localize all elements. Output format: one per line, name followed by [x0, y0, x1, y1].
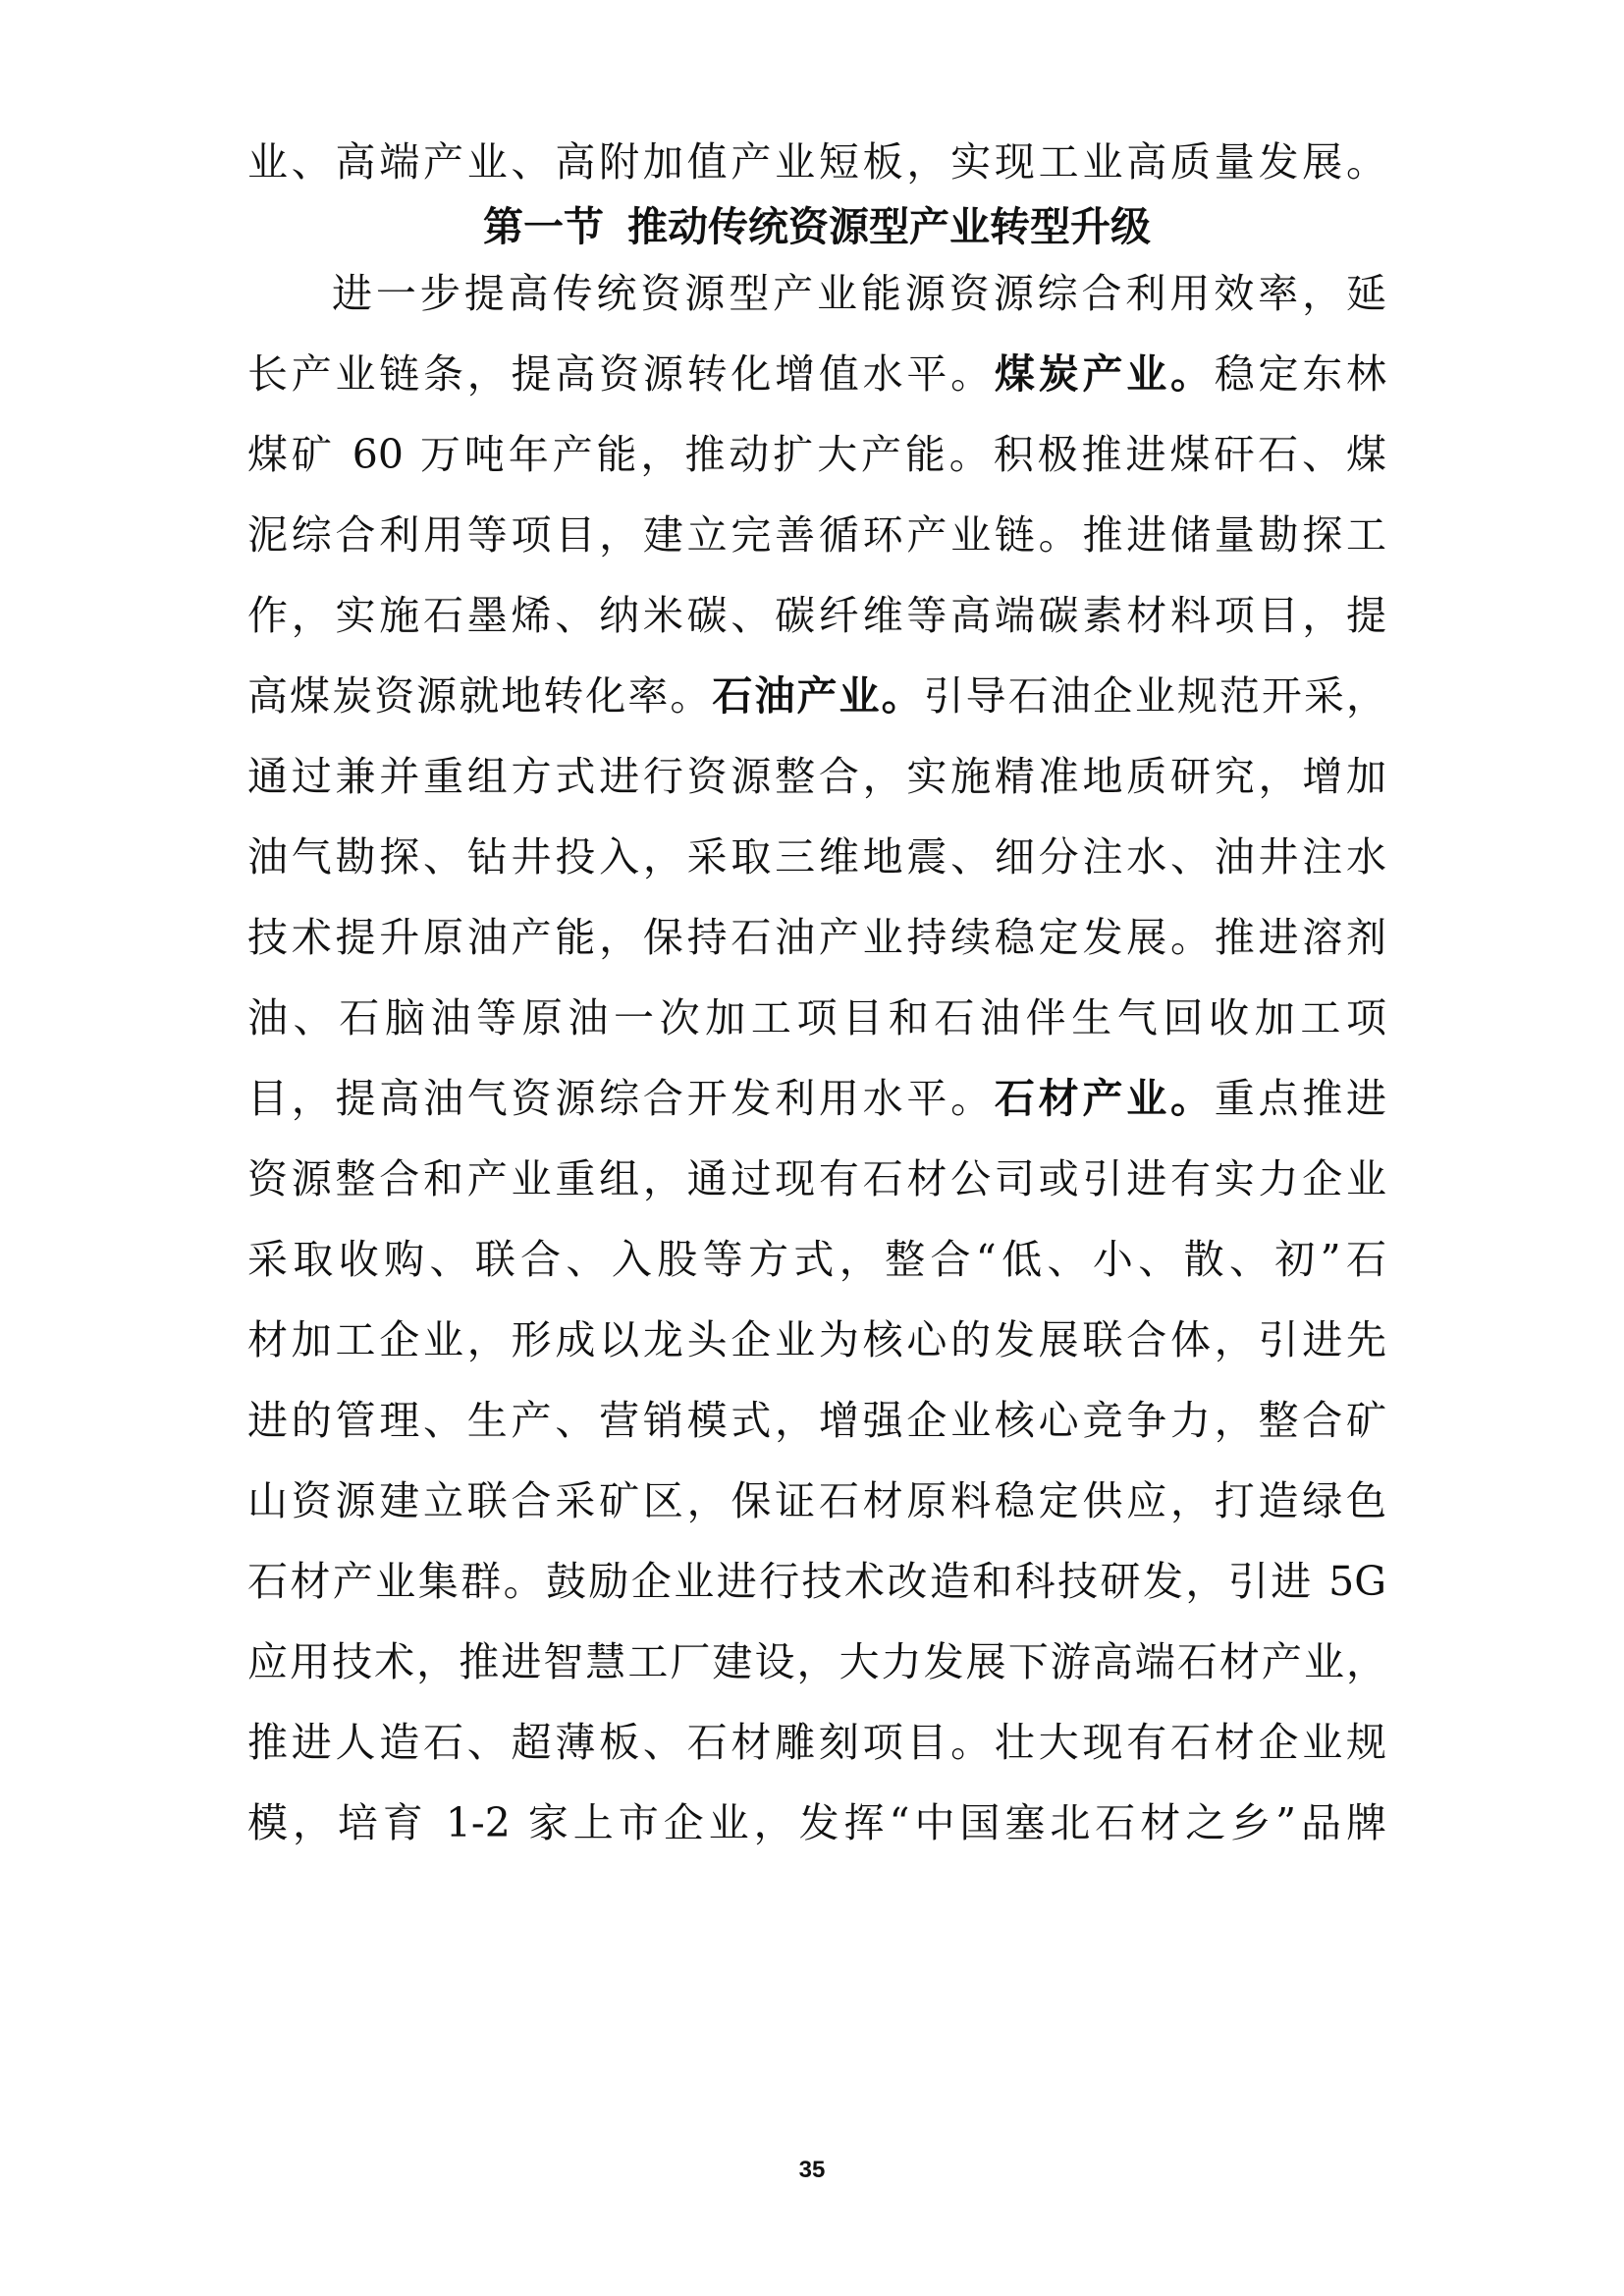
text-run: 稳定东林: [1214, 350, 1387, 398]
paragraph-line: [247, 662, 1386, 730]
paragraph-line: 泥综合利用等项目，建立完善循环产业链。推进储量勘探工: [247, 511, 1386, 559]
text-run: 目，提高油气资源综合开发利用水平。: [247, 1075, 995, 1122]
paragraph-line: 石材产业集群。鼓励企业进行技术改造和科技研发，引进 5G: [247, 1558, 1386, 1605]
text-run: 重点推进: [1214, 1075, 1387, 1122]
paragraph-line: 应用技术，推进智慧工厂建设，大力发展下游高端石材产业，: [247, 1638, 1386, 1685]
paragraph-line: 材加工企业，形成以龙头企业为核心的发展联合体，引进先: [247, 1316, 1386, 1363]
paragraph-line: 作，实施石墨烯、纳米碳、碳纤维等高端碳素材料项目，提: [247, 592, 1386, 639]
paragraph-line: 油气勘探、钻井投入，采取三维地震、细分注水、油井注水: [247, 833, 1386, 881]
keyword-coal-industry: 煤炭产业。: [994, 350, 1215, 398]
keyword-stone-industry: 石材产业。: [994, 1075, 1215, 1122]
paragraph-line: 采取收购、联合、入股等方式，整合“低、小、散、初”石: [247, 1236, 1386, 1283]
section-number: 第一节: [483, 203, 604, 250]
paragraph-line: 进的管理、生产、营销模式，增强企业核心竞争力，整合矿: [247, 1397, 1386, 1444]
paragraph-line: 油、石脑油等原油一次加工项目和石油伴生气回收加工项: [247, 994, 1386, 1041]
paragraph-line: 煤矿 60 万吨年产能，推动扩大产能。积极推进煤矸石、煤: [247, 431, 1386, 478]
section-heading: [247, 192, 1386, 261]
paragraph-line: 进一步提高传统资源型产业能源资源综合利用效率，延: [332, 270, 1386, 317]
text-run: 长产业链条，提高资源转化增值水平。: [247, 350, 995, 398]
paragraph-line: [247, 1064, 1386, 1133]
paragraph-line: 山资源建立联合采矿区，保证石材原料稳定供应，打造绿色: [247, 1477, 1386, 1524]
text-run: 高煤炭资源就地转化率。: [247, 672, 713, 720]
paragraph-line: 技术提升原油产能，保持石油产业持续稳定发展。推进溶剂: [247, 914, 1386, 961]
paragraph-line: 通过兼并重组方式进行资源整合，实施精准地质研究，增加: [247, 753, 1386, 800]
paragraph-line: [247, 340, 1386, 408]
page-number: 35: [798, 2157, 826, 2183]
text-run: 引导石油企业规范开采，: [923, 672, 1387, 720]
paragraph-line: 业、高端产业、高附加值产业短板，实现工业高质量发展。: [247, 138, 1386, 186]
paragraph-line: 模，培育 1-2 家上市企业，发挥“中国塞北石材之乡”品牌: [247, 1799, 1386, 1846]
section-title: 推动传统资源型产业转型升级: [627, 203, 1151, 250]
keyword-oil-industry: 石油产业。: [712, 672, 924, 720]
paragraph-line: 资源整合和产业重组，通过现有石材公司或引进有实力企业: [247, 1155, 1386, 1202]
paragraph-line: 推进人造石、超薄板、石材雕刻项目。壮大现有石材企业规: [247, 1719, 1386, 1766]
